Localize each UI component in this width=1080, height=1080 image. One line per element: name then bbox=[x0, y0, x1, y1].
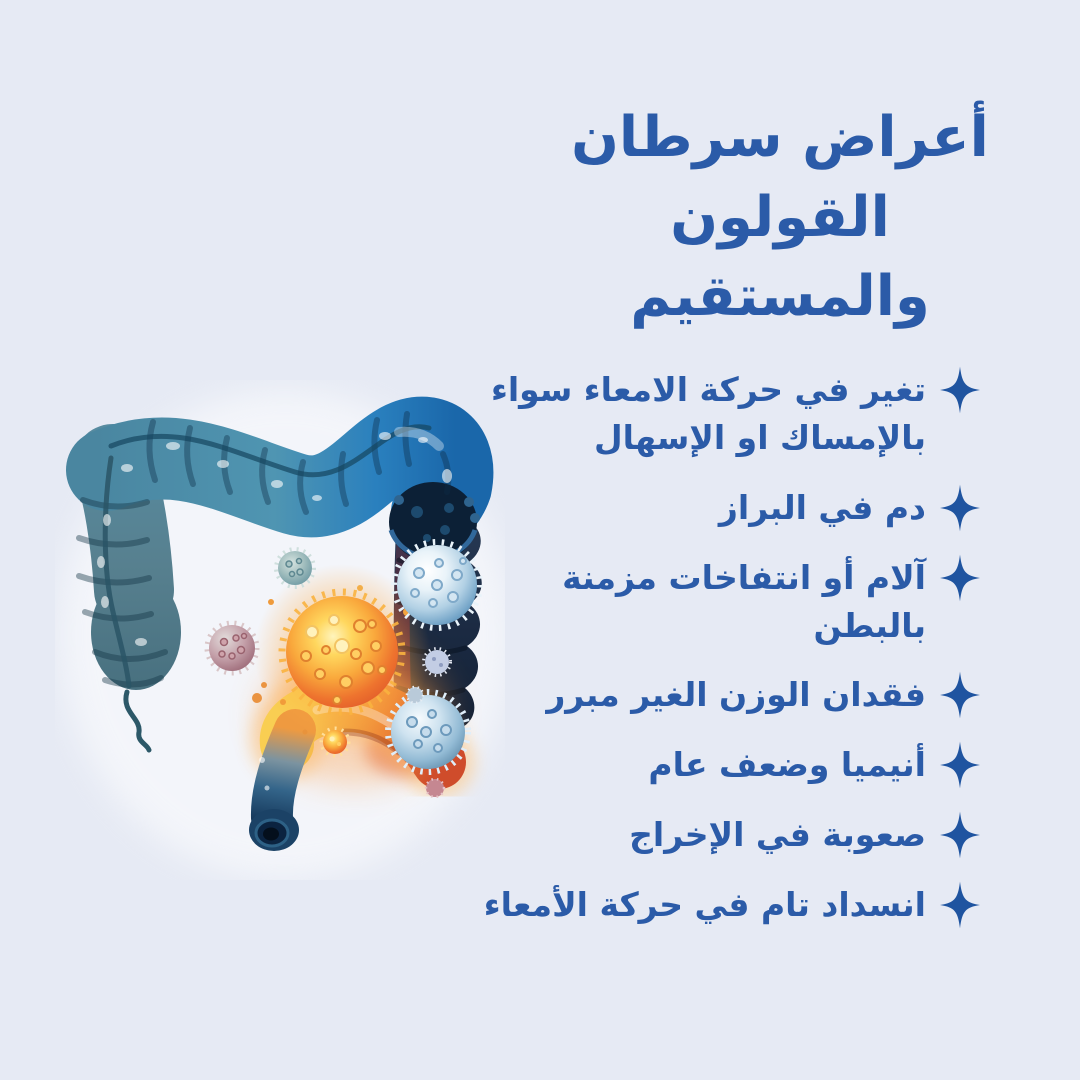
symptom-label: صعوبة في الإخراج bbox=[629, 815, 926, 855]
pink-cancer-cell bbox=[209, 625, 255, 671]
symptom-label: فقدان الوزن الغير مبرر bbox=[546, 675, 926, 715]
small-orange-cell bbox=[323, 730, 347, 754]
symptom-item bbox=[468, 671, 980, 719]
symptom-label: أنيميا وضعف عام bbox=[648, 745, 926, 785]
four-pointed-star-icon bbox=[940, 811, 980, 859]
symptom-item bbox=[468, 366, 980, 462]
four-pointed-star-icon bbox=[940, 484, 980, 532]
symptom-item bbox=[468, 811, 980, 859]
tiny-cell bbox=[407, 687, 423, 703]
symptom-list bbox=[468, 366, 980, 951]
symptom-label: تغير في حركة الامعاء سواء بالإمساك او الإسهال bbox=[490, 370, 926, 457]
title-line-1: أعراض سرطان bbox=[571, 105, 989, 170]
teal-cancer-cell bbox=[278, 551, 312, 585]
four-pointed-star-icon bbox=[940, 366, 980, 414]
title-line-2: القولون والمستقيم bbox=[630, 184, 930, 330]
symptom-label: آلام أو انتفاخات مزمنة بالبطن bbox=[562, 557, 926, 645]
symptom-label: انسداد تام في حركة الأمعاء bbox=[483, 885, 926, 925]
four-pointed-star-icon bbox=[940, 671, 980, 719]
page-title bbox=[540, 98, 1020, 337]
symptom-item bbox=[468, 484, 980, 532]
colon-illustration bbox=[55, 380, 505, 880]
four-pointed-star-icon bbox=[940, 741, 980, 789]
four-pointed-star-icon bbox=[940, 881, 980, 929]
symptom-item bbox=[468, 881, 980, 929]
symptom-item bbox=[468, 554, 980, 650]
symptom-label: دم في البراز bbox=[718, 487, 926, 527]
tiny-pink-cell bbox=[426, 779, 444, 797]
small-cell bbox=[425, 650, 449, 674]
four-pointed-star-icon bbox=[940, 554, 980, 602]
symptom-item bbox=[468, 741, 980, 789]
